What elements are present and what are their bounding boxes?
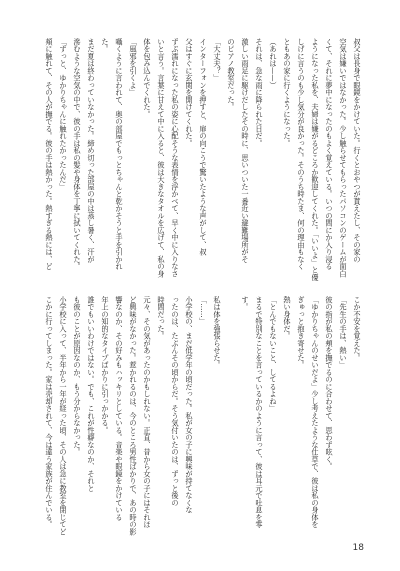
text-column: まだ夏は終わっていなかった。締め切った部屋の中は蒸し暑く、汗が (87, 38, 96, 263)
text-column: いと言う。言葉に甘えて中に入ると、彼は大きなタオルを広げて、私の身 (157, 38, 166, 278)
text-column: 空気は嫌いではなかった。少し触らせてもらったパソコンのゲームが面白 (339, 38, 348, 278)
text-column: ど興味がなかった。惹かれるのは、今のところ男性ばかりで、あの時の影 (129, 296, 138, 536)
text-column: 小学校の、まだ低学年の頃だった。私が女の子に興味が持てなくな (185, 296, 194, 514)
text-column: くて、それに夢中になったのもよく覚えている。いつの間にか入り浸る (325, 38, 334, 270)
text-column: こかに行ってしまった。家は売却されて、今は違う家族が住んでいる。 (45, 296, 54, 528)
text-column: す。 (241, 296, 250, 311)
text-column: 父はすぐに玄関を開けてくれた。 (185, 38, 194, 147)
text-column: 年上の知的なタイプばかりに引っかかる。 (101, 296, 110, 434)
text-column: それは、急な雨に降られた日だ。 (255, 38, 264, 147)
text-column: 「とんでもないこと、してるよね」 (269, 296, 278, 412)
lower-text-tier (42, 296, 364, 542)
text-column: こか不安を覚えた。 (353, 296, 362, 362)
text-column: 「ずっと、ゆかりちゃんに触れたかったんだ」 (59, 38, 68, 191)
text-column: 「風邪を引くよ」 (129, 38, 138, 96)
upper-text-tier (42, 38, 364, 288)
text-column: た。 (101, 38, 110, 53)
text-column: 頬に触れて、その人が撫でる。彼の手は熱かった。熱すぎる熱には、ど (45, 38, 54, 270)
text-column: 体を包み込んでくれた。 (143, 38, 152, 118)
text-column: 元々、その気があったのかもしれない。正直、昔から女の子にはそれほ (143, 296, 152, 528)
text-column: まるで特別なことを言っているかのように言って、彼は耳元で吐息を零 (255, 296, 264, 528)
text-column: 私は体を強張らせた。 (213, 296, 222, 369)
page-number: 18 (352, 543, 364, 553)
text-column: 滲むような空気の中で、彼の手は私の髪や身体を丁寧に拭いてくれた。 (73, 38, 82, 270)
text-column: 囁くように言われて、奥の部屋でもっとちゃんと乾かそうと手を引かれ (115, 38, 124, 270)
text-column: ずぶ濡れになった私の姿に心配そうな表情を浮かべて、早く中に入りなさ (171, 38, 180, 278)
text-column: 叔父は長身で眼鏡をかけていた。行くとおやつが貰えたし、その家の (353, 38, 362, 263)
text-column: （あれは——） (269, 38, 278, 89)
text-column: 響なのか、その好みもハッキリとしている。音楽や眼鏡をかけている (115, 296, 124, 521)
text-column: 「大丈夫？」 (213, 38, 222, 82)
text-column: ともあの家に行くようになった。 (283, 38, 292, 147)
text-column: も彼のことが原因なのか、もう分からなかった。 (73, 296, 82, 456)
text-column: 「……」 (199, 296, 208, 325)
text-column: 小学校に入って、半年から一年が経った頃、その人は急に教室を閉じてど (59, 296, 68, 536)
text-column: ようになった私を、夫婦は嫌がるどころか歓迎してくれた。「いいよ」と優 (311, 38, 320, 281)
text-column: 「ゆかりちゃんのせいだよ」少し考えたような仕草で、彼は私の身体を (311, 296, 320, 528)
text-column: しげに言うのも少し気分が良かった。そのうち時たま、何の理由もなく (297, 38, 306, 270)
text-column: 時間だった。 (157, 296, 166, 340)
text-column: のピアノ教室だった。 (227, 38, 236, 111)
text-column: 「先生の手は、熱い」 (339, 296, 348, 369)
text-column: 熱い身体だ。 (283, 296, 292, 340)
text-column: 激しい雨足に駆けだしたその時に、思いついた一番近い避難場所がそ (241, 38, 250, 263)
text-column: ったのは、たぶんその頃からだ。そう気付いたのは、ずっと後の (171, 296, 180, 507)
text-column (224, 296, 238, 542)
text-column: 彼の指が私の頬を撫でるのに合わせて、思わず呟く。 (325, 296, 334, 470)
text-column: 誰でもいいわけではない。でも、これが性癖なのか、それと (87, 296, 96, 492)
text-column: ぎゅっと抱き寄せた。 (297, 296, 306, 369)
text-column: インターフォンを押すと、扉の向こうで驚いたような声がして、叔 (199, 38, 208, 256)
